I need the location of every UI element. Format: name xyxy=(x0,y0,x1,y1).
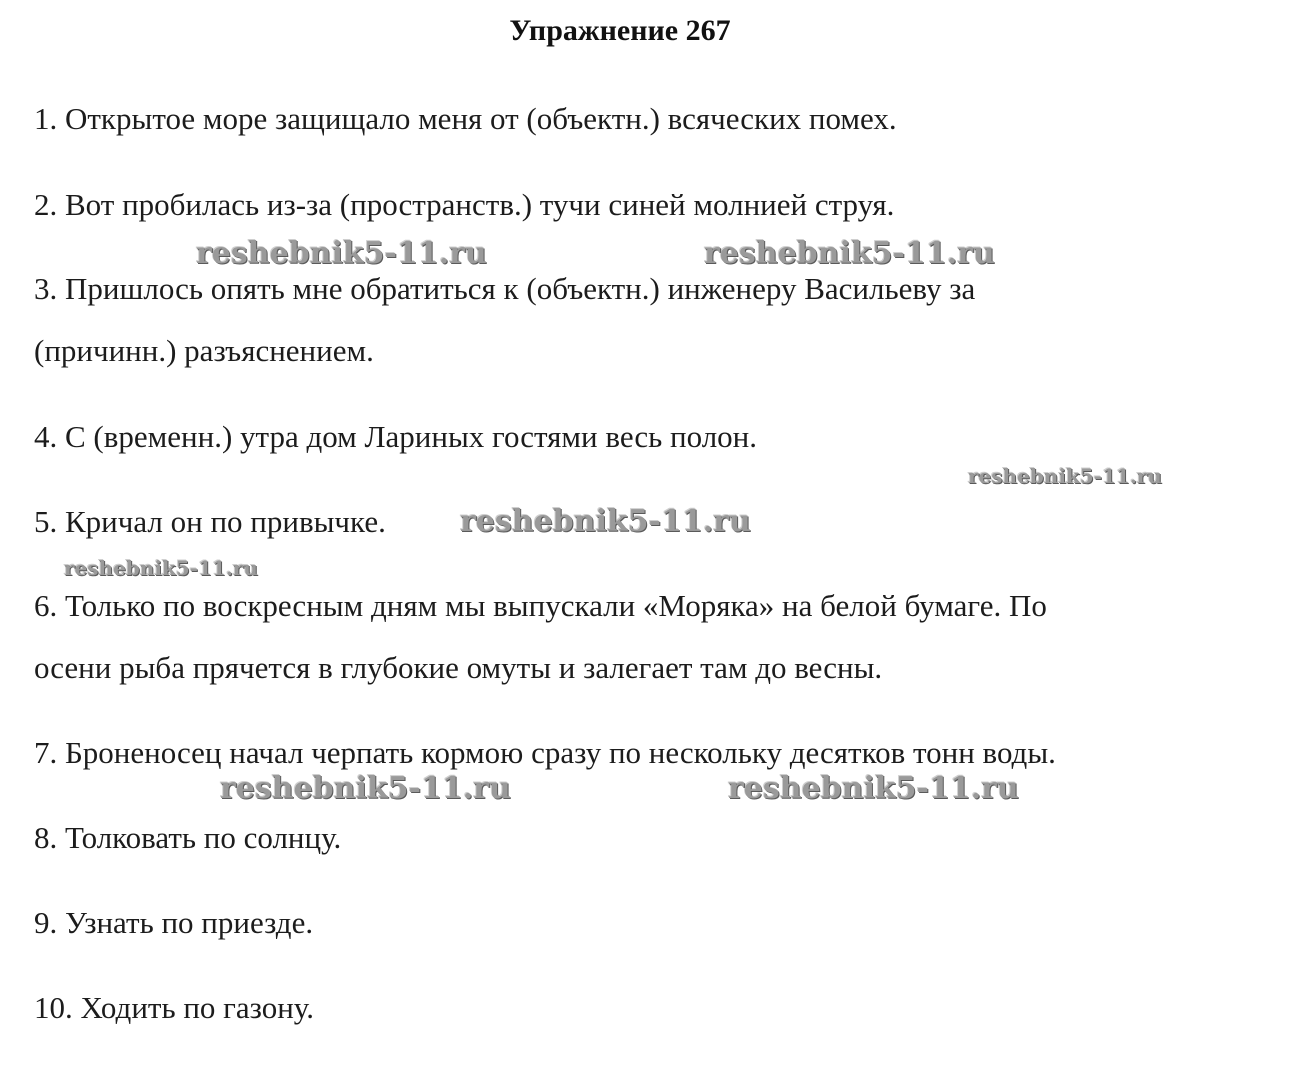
watermark: reshebnik5-11.ru xyxy=(704,236,995,271)
page-title: Упражнение 267 xyxy=(509,14,731,47)
watermark: reshebnik5-11.ru xyxy=(460,504,751,539)
watermark: reshebnik5-11.ru xyxy=(196,236,487,271)
sentence-4: 4. С (временн.) утра дом Лариных гостями весь полон. xyxy=(34,419,758,454)
sentence-1: 1. Открытое море защищало меня от (объектн.) всяческих помех. xyxy=(34,101,897,136)
sentence-10: 10. Ходить по газону. xyxy=(34,990,314,1025)
watermark: reshebnik5-11.ru xyxy=(64,556,258,580)
sentence-3: 3. Пришлось опять мне обратиться к (объектн.) инженеру Васильеву за xyxy=(34,271,976,306)
watermark: reshebnik5-11.ru xyxy=(968,464,1162,488)
sentence-6: 6. Только по воскресным дням мы выпускали «Моряка» на белой бумаге. По xyxy=(34,588,1047,623)
sentence-3-continuation: (причинн.) разъяснением. xyxy=(34,333,374,368)
sentence-6-continuation: осени рыба прячется в глубокие омуты и залегает там до весны. xyxy=(34,650,883,685)
sentence-5: 5. Кричал он по привычке. xyxy=(34,504,386,539)
watermark: reshebnik5-11.ru xyxy=(220,771,511,806)
sentence-2: 2. Вот пробилась из-за (пространств.) тучи синей молнией струя. xyxy=(34,187,895,222)
sentence-8: 8. Толковать по солнцу. xyxy=(34,820,342,855)
sentence-9: 9. Узнать по приезде. xyxy=(34,905,314,940)
sentence-7: 7. Броненосец начал черпать кормою сразу по нескольку десятков тонн воды. xyxy=(34,735,1056,770)
watermark: reshebnik5-11.ru xyxy=(728,771,1019,806)
